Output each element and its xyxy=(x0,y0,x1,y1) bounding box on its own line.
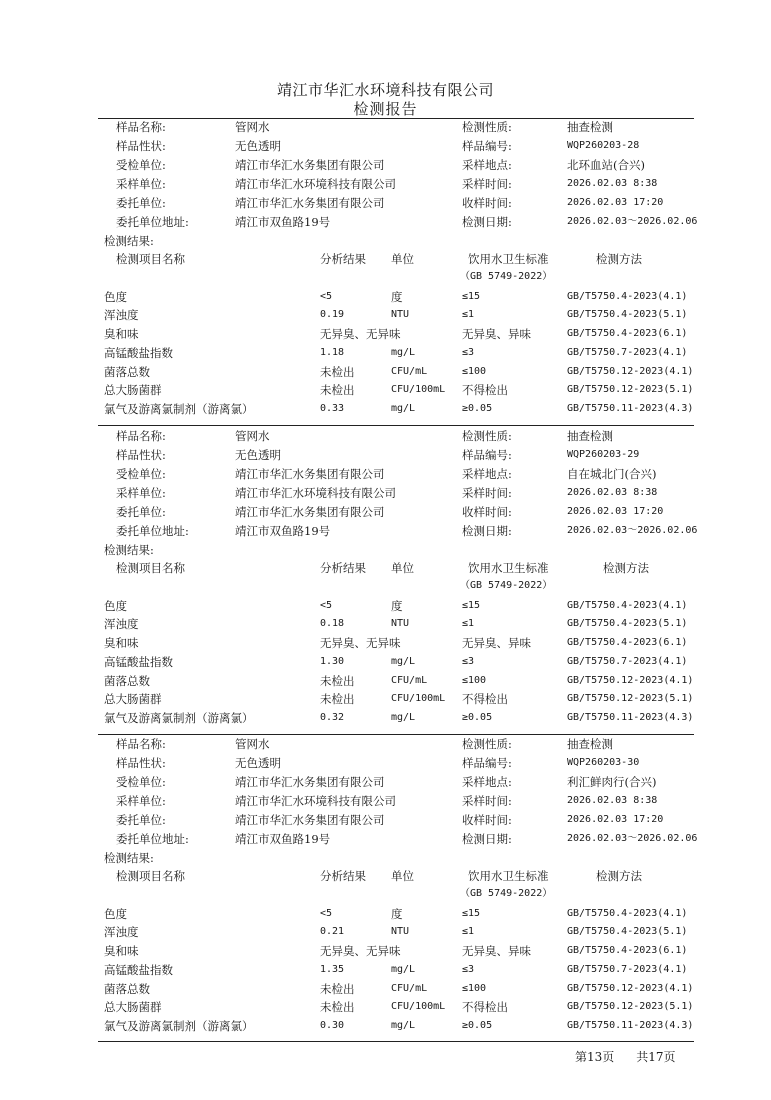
item-name: 氯气及游离氯制剂（游离氯） xyxy=(104,402,254,416)
item-result: <5 xyxy=(320,600,333,611)
item-method: GB/T5750.4-2023(4.1) xyxy=(567,908,688,919)
item-standard: 无异臭、异味 xyxy=(462,636,531,650)
item-standard: 无异臭、异味 xyxy=(462,944,531,958)
item-result: 1.30 xyxy=(320,656,345,667)
item-result: 1.18 xyxy=(320,347,345,358)
receive-time-value: 2026.02.03 17:20 xyxy=(567,814,664,825)
report-title: 检测报告 xyxy=(353,100,418,118)
sample-name-value: 管网水 xyxy=(235,120,270,134)
client-label: 委托单位: xyxy=(116,505,166,519)
item-method: GB/T5750.11-2023(4.3) xyxy=(567,403,694,414)
sample-state-value: 无色透明 xyxy=(235,448,281,462)
receiver-value: 靖江市华汇水务集团有限公司 xyxy=(235,467,385,481)
test-nature-label: 检测性质: xyxy=(462,737,512,751)
item-result: 未检出 xyxy=(320,1000,355,1014)
sample-name-value: 管网水 xyxy=(235,737,270,751)
sampler-label: 采样单位: xyxy=(116,177,166,191)
item-result: 无异臭、无异味 xyxy=(320,636,401,650)
test-date-label: 检测日期: xyxy=(462,524,512,538)
sample-no-label: 样品编号: xyxy=(462,139,512,153)
item-method: GB/T5750.12-2023(4.1) xyxy=(567,366,694,377)
client-address-value: 靖江市双鱼路19号 xyxy=(235,524,331,538)
item-result: <5 xyxy=(320,291,333,302)
item-standard: 不得检出 xyxy=(462,692,508,706)
sample-time-label: 采样时间: xyxy=(462,486,512,500)
receiver-value: 靖江市华汇水务集团有限公司 xyxy=(235,775,385,789)
client-address-label: 委托单位地址: xyxy=(116,832,189,846)
item-standard: 不得检出 xyxy=(462,383,508,397)
col-method-header: 检测方法 xyxy=(603,561,649,575)
item-method: GB/T5750.7-2023(4.1) xyxy=(567,964,688,975)
sample-time-value: 2026.02.03 8:38 xyxy=(567,487,658,498)
item-standard: ≥0.05 xyxy=(462,1020,493,1031)
item-method: GB/T5750.4-2023(5.1) xyxy=(567,309,688,320)
item-standard: 无异臭、异味 xyxy=(462,327,531,341)
item-standard: ≤100 xyxy=(462,983,487,994)
receive-time-label: 收样时间: xyxy=(462,813,512,827)
sampler-value: 靖江市华汇水环境科技有限公司 xyxy=(235,794,396,808)
sample-site-label: 采样地点: xyxy=(462,775,512,789)
item-unit: 度 xyxy=(391,290,403,304)
receiver-value: 靖江市华汇水务集团有限公司 xyxy=(235,158,385,172)
item-unit: NTU xyxy=(391,618,410,629)
test-date-label: 检测日期: xyxy=(462,215,512,229)
client-value: 靖江市华汇水务集团有限公司 xyxy=(235,196,385,210)
test-nature-label: 检测性质: xyxy=(462,429,512,443)
item-name: 臭和味 xyxy=(104,944,139,958)
results-label: 检测结果: xyxy=(104,851,154,865)
item-method: GB/T5750.4-2023(5.1) xyxy=(567,926,688,937)
sampler-label: 采样单位: xyxy=(116,794,166,808)
client-address-value: 靖江市双鱼路19号 xyxy=(235,832,331,846)
item-method: GB/T5750.4-2023(6.1) xyxy=(567,328,688,339)
item-method: GB/T5750.12-2023(4.1) xyxy=(567,983,694,994)
item-unit: NTU xyxy=(391,309,410,320)
sample-site-value: 自在城北门(合兴) xyxy=(567,467,657,481)
item-unit: CFU/100mL xyxy=(391,693,446,704)
client-label: 委托单位: xyxy=(116,813,166,827)
item-unit: mg/L xyxy=(391,712,416,723)
sample-time-label: 采样时间: xyxy=(462,794,512,808)
item-method: GB/T5750.4-2023(4.1) xyxy=(567,600,688,611)
item-result: 0.18 xyxy=(320,618,345,629)
item-method: GB/T5750.12-2023(4.1) xyxy=(567,675,694,686)
item-name: 色度 xyxy=(104,599,127,613)
client-address-label: 委托单位地址: xyxy=(116,524,189,538)
item-method: GB/T5750.12-2023(5.1) xyxy=(567,384,694,395)
item-method: GB/T5750.7-2023(4.1) xyxy=(567,656,688,667)
item-unit: mg/L xyxy=(391,403,416,414)
item-unit: mg/L xyxy=(391,656,416,667)
col-unit-header: 单位 xyxy=(391,561,414,575)
sample-block xyxy=(0,737,771,1047)
sample-site-label: 采样地点: xyxy=(462,467,512,481)
col-item-header: 检测项目名称 xyxy=(116,561,185,575)
item-standard: ≥0.05 xyxy=(462,403,493,414)
sample-site-value: 利汇鲜肉行(合兴) xyxy=(567,775,657,789)
sampler-label: 采样单位: xyxy=(116,486,166,500)
item-name: 氯气及游离氯制剂（游离氯） xyxy=(104,711,254,725)
item-standard: ≤3 xyxy=(462,656,475,667)
item-name: 色度 xyxy=(104,907,127,921)
test-date-value: 2026.02.03～2026.02.06 xyxy=(567,216,698,227)
sample-name-label: 样品名称: xyxy=(116,429,166,443)
col-result-header: 分析结果 xyxy=(320,561,366,575)
sample-name-label: 样品名称: xyxy=(116,120,166,134)
item-method: GB/T5750.11-2023(4.3) xyxy=(567,1020,694,1031)
item-name: 菌落总数 xyxy=(104,674,150,688)
test-date-label: 检测日期: xyxy=(462,832,512,846)
item-name: 臭和味 xyxy=(104,636,139,650)
receive-time-value: 2026.02.03 17:20 xyxy=(567,197,664,208)
item-name: 色度 xyxy=(104,290,127,304)
results-label: 检测结果: xyxy=(104,234,154,248)
item-name: 浑浊度 xyxy=(104,925,139,939)
item-result: 0.19 xyxy=(320,309,345,320)
sample-no-value: WQP260203-28 xyxy=(567,140,640,151)
sampler-value: 靖江市华汇水环境科技有限公司 xyxy=(235,486,396,500)
item-name: 浑浊度 xyxy=(104,308,139,322)
receiver-label: 受检单位: xyxy=(116,467,166,481)
test-date-value: 2026.02.03～2026.02.06 xyxy=(567,525,698,536)
item-name: 菌落总数 xyxy=(104,365,150,379)
item-name: 高锰酸盐指数 xyxy=(104,655,173,669)
item-result: 0.21 xyxy=(320,926,345,937)
sample-no-label: 样品编号: xyxy=(462,756,512,770)
item-method: GB/T5750.4-2023(5.1) xyxy=(567,618,688,629)
item-result: 未检出 xyxy=(320,365,355,379)
item-name: 总大肠菌群 xyxy=(104,692,162,706)
item-method: GB/T5750.12-2023(5.1) xyxy=(567,693,694,704)
col-method-header: 检测方法 xyxy=(596,869,642,883)
sample-no-value: WQP260203-29 xyxy=(567,449,640,460)
client-address-value: 靖江市双鱼路19号 xyxy=(235,215,331,229)
col-unit-header: 单位 xyxy=(391,869,414,883)
item-unit: CFU/100mL xyxy=(391,384,446,395)
sample-state-label: 样品性状: xyxy=(116,756,166,770)
item-result: 未检出 xyxy=(320,674,355,688)
item-standard: ≤1 xyxy=(462,926,475,937)
item-standard: ≤1 xyxy=(462,309,475,320)
item-name: 菌落总数 xyxy=(104,982,150,996)
item-result: 未检出 xyxy=(320,982,355,996)
item-standard: ≤3 xyxy=(462,964,475,975)
test-date-value: 2026.02.03～2026.02.06 xyxy=(567,833,698,844)
sample-time-value: 2026.02.03 8:38 xyxy=(567,795,658,806)
receive-time-label: 收样时间: xyxy=(462,196,512,210)
page-footer xyxy=(575,1048,698,1065)
item-method: GB/T5750.7-2023(4.1) xyxy=(567,347,688,358)
client-value: 靖江市华汇水务集团有限公司 xyxy=(235,813,385,827)
item-name: 高锰酸盐指数 xyxy=(104,963,173,977)
sample-state-value: 无色透明 xyxy=(235,756,281,770)
item-unit: CFU/mL xyxy=(391,675,428,686)
item-result: 未检出 xyxy=(320,692,355,706)
item-name: 高锰酸盐指数 xyxy=(104,346,173,360)
sample-name-value: 管网水 xyxy=(235,429,270,443)
col-std-header: 饮用水卫生标准 xyxy=(468,561,549,575)
item-result: 0.30 xyxy=(320,1020,345,1031)
col-result-header: 分析结果 xyxy=(320,252,366,266)
test-nature-value: 抽查检测 xyxy=(567,120,613,134)
col-result-header: 分析结果 xyxy=(320,869,366,883)
item-method: GB/T5750.4-2023(4.1) xyxy=(567,291,688,302)
col-std-header: 饮用水卫生标准 xyxy=(468,252,549,266)
item-result: 1.35 xyxy=(320,964,345,975)
client-label: 委托单位: xyxy=(116,196,166,210)
sample-site-value: 北环血站(合兴) xyxy=(567,158,645,172)
sampler-value: 靖江市华汇水环境科技有限公司 xyxy=(235,177,396,191)
item-unit: CFU/mL xyxy=(391,366,428,377)
item-name: 浑浊度 xyxy=(104,617,139,631)
item-standard: ≤1 xyxy=(462,618,475,629)
sample-state-label: 样品性状: xyxy=(116,448,166,462)
receive-time-value: 2026.02.03 17:20 xyxy=(567,506,664,517)
col-item-header: 检测项目名称 xyxy=(116,252,185,266)
receive-time-label: 收样时间: xyxy=(462,505,512,519)
item-name: 臭和味 xyxy=(104,327,139,341)
item-unit: CFU/mL xyxy=(391,983,428,994)
results-label: 检测结果: xyxy=(104,543,154,557)
item-result: 无异臭、无异味 xyxy=(320,944,401,958)
client-value: 靖江市华汇水务集团有限公司 xyxy=(235,505,385,519)
sample-state-value: 无色透明 xyxy=(235,139,281,153)
item-standard: ≤3 xyxy=(462,347,475,358)
item-standard: ≤15 xyxy=(462,291,481,302)
item-unit: 度 xyxy=(391,599,403,613)
divider xyxy=(98,118,694,119)
sample-block xyxy=(0,120,771,430)
item-name: 氯气及游离氯制剂（游离氯） xyxy=(104,1019,254,1033)
item-unit: mg/L xyxy=(391,347,416,358)
col-item-header: 检测项目名称 xyxy=(116,869,185,883)
item-standard: ≤15 xyxy=(462,908,481,919)
sample-time-label: 采样时间: xyxy=(462,177,512,191)
test-nature-value: 抽查检测 xyxy=(567,737,613,751)
item-standard: 不得检出 xyxy=(462,1000,508,1014)
item-method: GB/T5750.12-2023(5.1) xyxy=(567,1001,694,1012)
company-title: 靖江市华汇水环境科技有限公司 xyxy=(276,81,494,99)
sample-no-label: 样品编号: xyxy=(462,448,512,462)
sample-no-value: WQP260203-30 xyxy=(567,757,640,768)
item-unit: 度 xyxy=(391,907,403,921)
test-nature-value: 抽查检测 xyxy=(567,429,613,443)
item-standard: ≥0.05 xyxy=(462,712,493,723)
item-unit: mg/L xyxy=(391,1020,416,1031)
col-std-code: （GB 5749-2022） xyxy=(460,580,553,591)
test-nature-label: 检测性质: xyxy=(462,120,512,134)
item-unit: CFU/100mL xyxy=(391,1001,446,1012)
item-method: GB/T5750.4-2023(6.1) xyxy=(567,637,688,648)
col-method-header: 检测方法 xyxy=(596,252,642,266)
item-standard: ≤15 xyxy=(462,600,481,611)
sample-state-label: 样品性状: xyxy=(116,139,166,153)
item-standard: ≤100 xyxy=(462,675,487,686)
item-result: 无异臭、无异味 xyxy=(320,327,401,341)
col-std-code: （GB 5749-2022） xyxy=(460,271,553,282)
item-result: 0.33 xyxy=(320,403,345,414)
col-std-header: 饮用水卫生标准 xyxy=(468,869,549,883)
item-unit: NTU xyxy=(391,926,410,937)
item-unit: mg/L xyxy=(391,964,416,975)
item-result: 未检出 xyxy=(320,383,355,397)
receiver-label: 受检单位: xyxy=(116,775,166,789)
sample-site-label: 采样地点: xyxy=(462,158,512,172)
item-name: 总大肠菌群 xyxy=(104,1000,162,1014)
item-result: 0.32 xyxy=(320,712,345,723)
page-number: 第13页 xyxy=(575,1050,615,1064)
item-method: GB/T5750.11-2023(4.3) xyxy=(567,712,694,723)
receiver-label: 受检单位: xyxy=(116,158,166,172)
sample-block xyxy=(0,429,771,739)
item-standard: ≤100 xyxy=(462,366,487,377)
sample-name-label: 样品名称: xyxy=(116,737,166,751)
item-name: 总大肠菌群 xyxy=(104,383,162,397)
page-total: 共17页 xyxy=(636,1050,676,1064)
item-result: <5 xyxy=(320,908,333,919)
item-method: GB/T5750.4-2023(6.1) xyxy=(567,945,688,956)
sample-time-value: 2026.02.03 8:38 xyxy=(567,178,658,189)
client-address-label: 委托单位地址: xyxy=(116,215,189,229)
col-unit-header: 单位 xyxy=(391,252,414,266)
col-std-code: （GB 5749-2022） xyxy=(460,888,553,899)
